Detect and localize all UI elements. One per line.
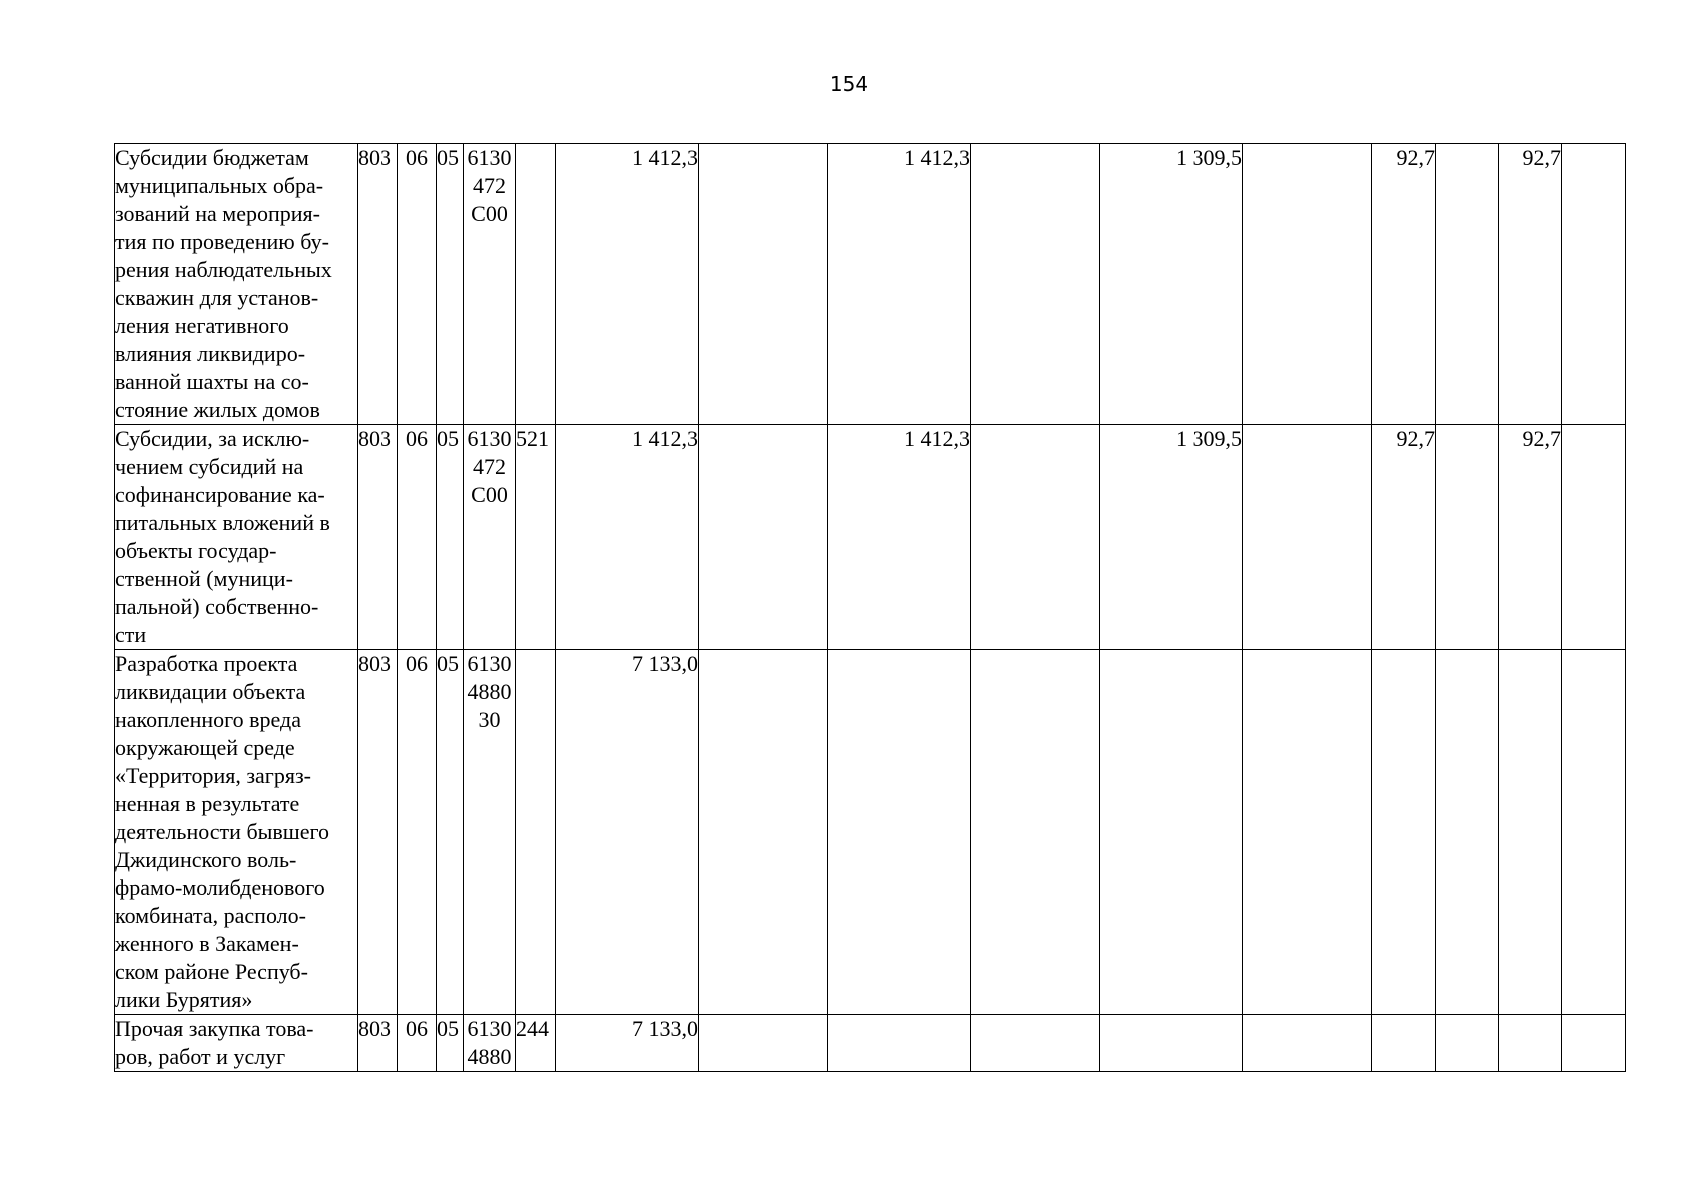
- target-article-line: 472: [473, 173, 506, 198]
- target-article-line: 6130: [467, 1016, 512, 1041]
- amount-1: 7 133,0: [556, 1015, 699, 1072]
- description-line: стояние жилых домов: [115, 397, 320, 422]
- table-row: [115, 425, 1626, 650]
- target-article-line: 4880: [467, 679, 512, 704]
- amount-2: [828, 650, 971, 1015]
- amount-2-extra: [971, 650, 1100, 1015]
- percent-2-extra: [1562, 425, 1626, 650]
- table-body: [115, 144, 1626, 1072]
- description-line: деятельности бывшего: [115, 819, 329, 844]
- description-line: рения наблюдательных: [115, 257, 332, 282]
- expense-type-code: 244: [516, 1015, 556, 1072]
- amount-1-extra: [699, 144, 828, 425]
- percent-1-extra: [1436, 425, 1499, 650]
- row-description: [115, 144, 358, 425]
- target-article-line: С00: [471, 482, 508, 507]
- page-number: 154: [829, 72, 869, 96]
- expense-type-code: [516, 144, 556, 425]
- amount-3: 1 309,5: [1100, 144, 1243, 425]
- amount-2: 1 412,3: [828, 425, 971, 650]
- subsection-code: 05: [437, 650, 464, 1015]
- percent-2: [1499, 1015, 1562, 1072]
- table-row: [115, 650, 1626, 1015]
- amount-1: 1 412,3: [556, 425, 699, 650]
- description-line: Джидинского воль-: [115, 847, 297, 872]
- amount-2-extra: [971, 1015, 1100, 1072]
- amount-3: [1100, 1015, 1243, 1072]
- percent-1: [1372, 650, 1436, 1015]
- percent-2-extra: [1562, 650, 1626, 1015]
- expense-type-code: [516, 650, 556, 1015]
- description-line: зований на мероприя-: [115, 201, 320, 226]
- target-article-line: 472: [473, 454, 506, 479]
- percent-2-extra: [1562, 1015, 1626, 1072]
- percent-1: 92,7: [1372, 425, 1436, 650]
- target-article-code: [464, 425, 516, 650]
- target-article-line: 4880: [467, 1044, 512, 1069]
- amount-1-extra: [699, 650, 828, 1015]
- amount-2-extra: [971, 144, 1100, 425]
- percent-2: 92,7: [1499, 425, 1562, 650]
- section-code: 06: [398, 144, 437, 425]
- amount-1: 1 412,3: [556, 144, 699, 425]
- amount-1: 7 133,0: [556, 650, 699, 1015]
- percent-2: 92,7: [1499, 144, 1562, 425]
- amount-1-extra: [699, 425, 828, 650]
- section-code: 06: [398, 650, 437, 1015]
- target-article-line: 6130: [467, 145, 512, 170]
- description-line: объекты государ-: [115, 538, 277, 563]
- description-line: скважин для установ-: [115, 285, 319, 310]
- percent-1-extra: [1436, 1015, 1499, 1072]
- grbs-code: 803: [358, 650, 398, 1015]
- subsection-code: 05: [437, 1015, 464, 1072]
- description-line: ненная в результате: [115, 791, 300, 816]
- grbs-code: 803: [358, 1015, 398, 1072]
- description-line: лики Бурятия»: [115, 987, 253, 1012]
- target-article-line: 6130: [467, 426, 512, 451]
- description-line: сти: [115, 622, 147, 647]
- description-line: «Территория, загряз-: [115, 763, 311, 788]
- description-line: ванной шахты на со-: [115, 369, 309, 394]
- description-line: окружающей среде: [115, 735, 295, 760]
- row-description: [115, 650, 358, 1015]
- description-line: ском районе Респуб-: [115, 959, 308, 984]
- amount-3: [1100, 650, 1243, 1015]
- description-line: Субсидии, за исклю-: [115, 426, 310, 451]
- description-line: влияния ликвидиро-: [115, 341, 306, 366]
- target-article-code: [464, 650, 516, 1015]
- amount-1-extra: [699, 1015, 828, 1072]
- subsection-code: 05: [437, 144, 464, 425]
- description-line: тия по проведению бу-: [115, 229, 329, 254]
- grbs-code: 803: [358, 144, 398, 425]
- amount-3-extra: [1243, 144, 1372, 425]
- percent-1-extra: [1436, 144, 1499, 425]
- row-description: [115, 425, 358, 650]
- percent-2-extra: [1562, 144, 1626, 425]
- section-code: 06: [398, 425, 437, 650]
- amount-3-extra: [1243, 650, 1372, 1015]
- amount-2: [828, 1015, 971, 1072]
- description-line: Разработка проекта: [115, 651, 298, 676]
- description-line: Субсидии бюджетам: [115, 145, 309, 170]
- table-row: [115, 144, 1626, 425]
- subsection-code: 05: [437, 425, 464, 650]
- description-line: ров, работ и услуг: [115, 1044, 286, 1069]
- description-line: муниципальных обра-: [115, 173, 324, 198]
- description-line: фрамо-молибденового: [115, 875, 325, 900]
- amount-3-extra: [1243, 1015, 1372, 1072]
- description-line: Прочая закупка това-: [115, 1016, 314, 1041]
- description-line: женного в Закамен-: [115, 931, 299, 956]
- percent-2: [1499, 650, 1562, 1015]
- description-line: пальной) собственно-: [115, 594, 319, 619]
- description-line: комбината, располо-: [115, 903, 306, 928]
- table-row: [115, 1015, 1626, 1072]
- description-line: питальных вложений в: [115, 510, 330, 535]
- target-article-line: 6130: [467, 651, 512, 676]
- percent-1-extra: [1436, 650, 1499, 1015]
- description-line: ликвидации объекта: [115, 679, 306, 704]
- target-article-line: 30: [478, 707, 501, 732]
- budget-table: [114, 143, 1626, 1072]
- expense-type-code: 521: [516, 425, 556, 650]
- amount-3: 1 309,5: [1100, 425, 1243, 650]
- target-article-code: [464, 144, 516, 425]
- percent-1: 92,7: [1372, 144, 1436, 425]
- description-line: накопленного вреда: [115, 707, 301, 732]
- target-article-code: [464, 1015, 516, 1072]
- target-article-line: С00: [471, 201, 508, 226]
- amount-3-extra: [1243, 425, 1372, 650]
- percent-1: [1372, 1015, 1436, 1072]
- description-line: чением субсидий на: [115, 454, 304, 479]
- section-code: 06: [398, 1015, 437, 1072]
- description-line: ления негативного: [115, 313, 289, 338]
- amount-2: 1 412,3: [828, 144, 971, 425]
- amount-2-extra: [971, 425, 1100, 650]
- grbs-code: 803: [358, 425, 398, 650]
- description-line: ственной (муници-: [115, 566, 293, 591]
- row-description: [115, 1015, 358, 1072]
- description-line: софинансирование ка-: [115, 482, 325, 507]
